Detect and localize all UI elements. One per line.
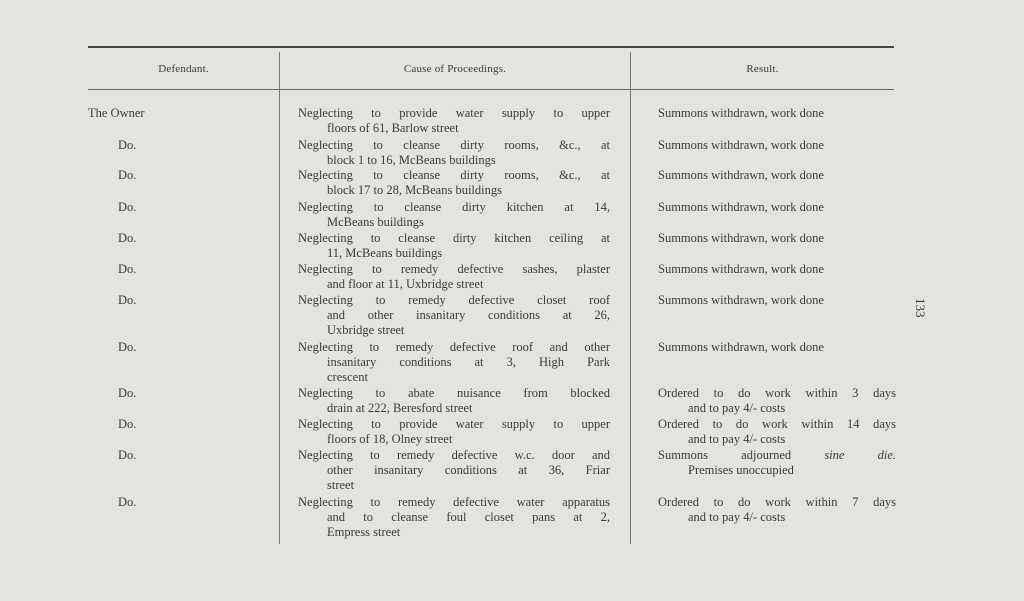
cause-line: drain at 222, Beresford street bbox=[327, 401, 473, 415]
result-line: Summons withdrawn, work done bbox=[658, 293, 824, 307]
cause-line: Neglecting to remedy defective w.c. door and bbox=[298, 448, 610, 462]
result-cell bbox=[646, 231, 896, 246]
result-cell bbox=[646, 106, 896, 121]
cause-line: and to cleanse foul closet pans at 2, bbox=[327, 510, 610, 524]
result-line: Ordered to do work within 14 days bbox=[658, 417, 896, 431]
cause-line: Neglecting to provide water supply to upper bbox=[298, 417, 610, 431]
result-cell bbox=[646, 417, 896, 447]
cause-line: Neglecting to remedy defective roof and other bbox=[298, 340, 610, 354]
result-line: Summons withdrawn, work done bbox=[658, 138, 824, 152]
result-cell bbox=[646, 293, 896, 308]
result-line: Summons withdrawn, work done bbox=[658, 168, 824, 182]
cause-cell bbox=[298, 106, 610, 136]
defendant-cell: Do. bbox=[118, 168, 137, 182]
cause-line: Uxbridge street bbox=[327, 323, 405, 337]
result-cell bbox=[646, 138, 896, 153]
cause-line: street bbox=[327, 478, 355, 492]
cause-line: Empress street bbox=[327, 525, 401, 539]
cause-line: other insanitary conditions at 36, Friar bbox=[327, 463, 610, 477]
header-result: Result. bbox=[746, 63, 779, 75]
cause-cell bbox=[298, 262, 610, 292]
header-cause: Cause of Proceedings. bbox=[403, 63, 507, 75]
result-line: Summons withdrawn, work done bbox=[658, 340, 824, 354]
cause-line: floors of 18, Olney street bbox=[327, 432, 453, 446]
cause-cell bbox=[298, 386, 610, 416]
defendant-cell: Do. bbox=[118, 340, 137, 354]
defendant-cell: Do. bbox=[118, 200, 137, 214]
cause-line: crescent bbox=[327, 370, 368, 384]
column-divider bbox=[279, 52, 280, 544]
defendant-cell: Do. bbox=[118, 293, 137, 307]
cause-cell bbox=[298, 495, 610, 540]
cause-line: block 1 to 16, McBeans buildings bbox=[327, 153, 496, 167]
result-cell bbox=[646, 448, 896, 478]
defendant-cell: Do. bbox=[118, 495, 137, 509]
cause-line: Neglecting to cleanse dirty rooms, &c., at bbox=[298, 168, 610, 182]
result-line: Summons withdrawn, work done bbox=[658, 262, 824, 276]
cause-line: McBeans buildings bbox=[327, 215, 424, 229]
result-line: Ordered to do work within 3 days bbox=[658, 386, 896, 400]
result-cell bbox=[646, 386, 896, 416]
table-top-rule bbox=[88, 46, 894, 48]
cause-line: and other insanitary conditions at 26, bbox=[327, 308, 610, 322]
result-line: and to pay 4/- costs bbox=[688, 510, 786, 524]
cause-cell bbox=[298, 293, 610, 338]
result-line: and to pay 4/- costs bbox=[688, 432, 786, 446]
result-line: and to pay 4/- costs bbox=[688, 401, 786, 415]
result-cell bbox=[646, 340, 896, 355]
column-divider bbox=[630, 52, 631, 544]
result-line: Summons withdrawn, work done bbox=[658, 106, 824, 120]
cause-cell bbox=[298, 448, 610, 493]
result-cell bbox=[646, 168, 896, 183]
header-defendant: Defendant. bbox=[158, 63, 209, 75]
cause-line: block 17 to 28, McBeans buildings bbox=[327, 183, 502, 197]
cause-line: Neglecting to provide water supply to upper bbox=[298, 106, 610, 120]
result-line: Summons withdrawn, work done bbox=[658, 200, 824, 214]
result-line: Premises unoccupied bbox=[688, 463, 794, 477]
cause-line: Neglecting to cleanse dirty rooms, &c., at bbox=[298, 138, 610, 152]
cause-cell bbox=[298, 138, 610, 168]
cause-line: Neglecting to remedy defective sashes, plaster bbox=[298, 262, 610, 276]
cause-line: Neglecting to remedy defective closet roof bbox=[298, 293, 610, 307]
cause-line: insanitary conditions at 3, High Park bbox=[327, 355, 610, 369]
defendant-cell: Do. bbox=[118, 448, 137, 462]
defendant-cell: Do. bbox=[118, 138, 137, 152]
header-bottom-rule bbox=[88, 89, 894, 90]
defendant-cell: Do. bbox=[118, 231, 137, 245]
defendant-cell: The Owner bbox=[88, 106, 145, 120]
result-line: Summons adjourned sine die. bbox=[658, 448, 897, 462]
result-cell bbox=[646, 200, 896, 215]
cause-line: 11, McBeans buildings bbox=[327, 246, 443, 260]
cause-cell bbox=[298, 417, 610, 447]
cause-line: Neglecting to cleanse dirty kitchen ceiling at bbox=[298, 231, 610, 245]
result-line: Summons withdrawn, work done bbox=[658, 231, 824, 245]
cause-line: floors of 61, Barlow street bbox=[327, 121, 459, 135]
defendant-cell: Do. bbox=[118, 262, 137, 276]
cause-cell bbox=[298, 200, 610, 230]
cause-line: Neglecting to cleanse dirty kitchen at 14, bbox=[298, 200, 610, 214]
result-line: Ordered to do work within 7 days bbox=[658, 495, 896, 509]
result-cell bbox=[646, 495, 896, 525]
result-cell bbox=[646, 262, 896, 277]
cause-line: and floor at 11, Uxbridge street bbox=[327, 277, 484, 291]
cause-cell bbox=[298, 340, 610, 385]
cause-cell bbox=[298, 168, 610, 198]
cause-line: Neglecting to abate nuisance from blocked bbox=[298, 386, 610, 400]
defendant-cell: Do. bbox=[118, 386, 137, 400]
cause-cell bbox=[298, 231, 610, 261]
page-number: 133 bbox=[913, 298, 928, 318]
cause-line: Neglecting to remedy defective water apparatus bbox=[298, 495, 610, 509]
defendant-cell: Do. bbox=[118, 417, 137, 431]
